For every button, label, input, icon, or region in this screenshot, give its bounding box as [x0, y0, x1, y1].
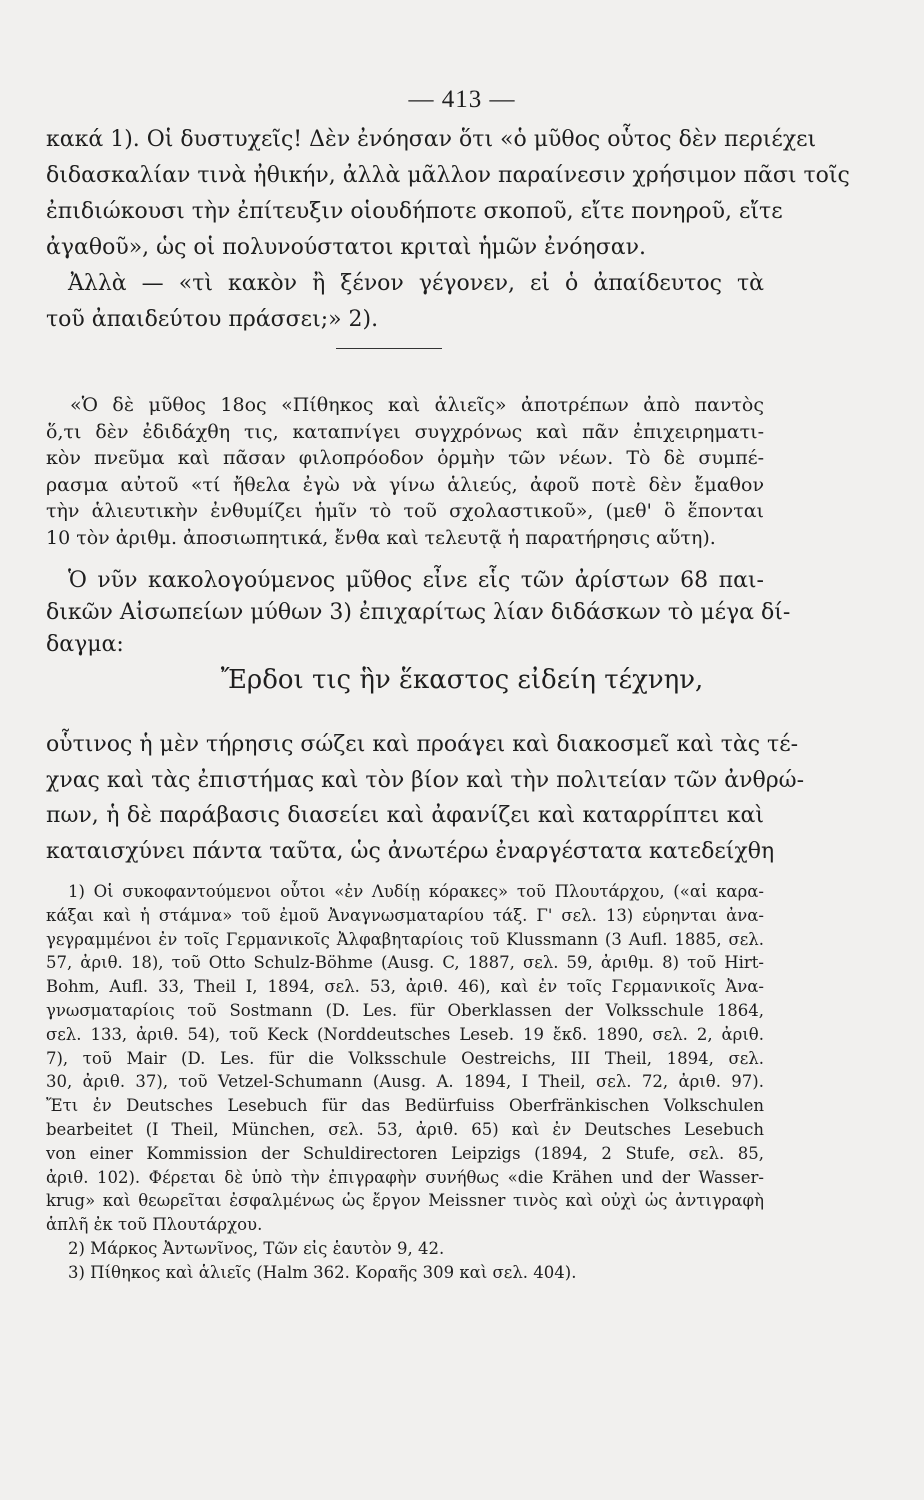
text-line: Ἀλλὰ — «τὶ κακὸν ἢ ξένον γέγονεν, εἰ ὁ ἀπαίδευτος τὰ	[68, 271, 764, 296]
footnote-line: σελ. 133, ἀριθ. 54), τοῦ Keck (Norddeutsches Leseb. 19 ἔκδ. 1890, σελ. 2, ἀριθ.	[46, 1024, 764, 1044]
footnote-line: 30, ἀριθ. 37), τοῦ Vetzel-Schumann (Ausg. A. 1894, I Theil, σελ. 72, ἀριθ. 97).	[46, 1072, 764, 1092]
text-line: ἐπιδιώκουσι τὴν ἐπίτευξιν οἱουδήποτε σκοποῦ, εἴτε πονηροῦ, εἴτε	[46, 199, 783, 224]
text-line: δαγμα:	[46, 632, 124, 657]
text-line: ρασμα αὐτοῦ «τί ἤθελα ἐγὼ νὰ γίνω ἁλιεύς, ἀφοῦ ποτὲ δὲν ἔμαθον	[46, 473, 764, 496]
footnote-line: Ἔτι ἐν Deutsches Lesebuch für das Bedürfuiss Oberfränkischen Volkschulen	[46, 1096, 764, 1116]
text-line: Ὁ νῦν κακολογούμενος μῦθος εἶνε εἷς τῶν ἀρίστων 68 παι-	[68, 568, 764, 593]
page-number: — 413 —	[408, 86, 516, 113]
footnote-line: von einer Kommission der Schuldirectoren Leipzigs (1894, 2 Stufe, σελ. 85,	[46, 1143, 764, 1163]
text-line: «Ὁ δὲ μῦθος 18ος «Πίθηκος καὶ ἁλιεῖς» ἀποτρέπων ἀπὸ παντὸς	[70, 394, 764, 416]
footnote-line: 3) Πίθηκος καὶ ἁλιεῖς (Halm 362. Κοραῆς 309 καὶ σελ. 404).	[68, 1262, 577, 1282]
text-line: δικῶν Αἰσωπείων μύθων 3) ἐπιχαρίτως λίαν διδάσκων τὸ μέγα δί-	[46, 600, 791, 625]
text-line: ὅ,τι δὲν ἐδιδάχθη τις, καταπνίγει συγχρόνως καὶ πᾶν ἐπιχειρηματι-	[46, 420, 764, 443]
footnote-line: Bohm, Aufl. 33, Theil I, 1894, σελ. 53, ἀριθ. 46), καὶ ἐν τοῖς Γερμανικοῖς Ἀνα-	[46, 977, 764, 997]
text-line: καταισχύνει πάντα ταῦτα, ὡς ἀνωτέρω ἐναργέστατα κατεδείχθη	[46, 838, 775, 864]
footnote-line: 57, ἀριθ. 18), τοῦ Otto Schulz-Böhme (Ausg. C, 1887, σελ. 59, ἀριθμ. 8) τοῦ Hirt-	[46, 953, 764, 973]
footnote-line: ἁπλῆ ἐκ τοῦ Πλουτάρχου.	[46, 1215, 263, 1235]
footnote-line: krug» καὶ θεωρεῖται ἐσφαλμένως ὡς ἔργον Meissner τινὸς καὶ οὐχὶ ὡς ἀντιγραφὴ	[46, 1191, 764, 1211]
quoted-paragraph	[46, 392, 764, 551]
text-line: ἀγαθοῦ», ὡς οἱ πολυνούστατοι κριταὶ ἡμῶν ἐνόησαν.	[46, 235, 646, 260]
main-paragraph-2	[46, 565, 791, 661]
text-line: χνας καὶ τὰς ἐπιστήμας καὶ τὸν βίον καὶ τὴν πολιτείαν τῶν ἀνθρώ-	[46, 767, 805, 793]
footnote-line: κάξαι καὶ ἡ στάμνα» τοῦ ἐμοῦ Ἀναγνωσματαρίου τάξ. Γ' σελ. 13) εὑρηνται ἀνα-	[46, 905, 764, 925]
text-line: κὸν πνεῦμα καὶ πᾶσαν φιλοπρόοδον ὁρμὴν τῶν νέων. Τὸ δὲ συμπέ-	[46, 447, 764, 469]
text-line: οὗτινος ἡ μὲν τήρησις σώζει καὶ προάγει καὶ διακοσμεῖ καὶ τὰς τέ-	[46, 732, 799, 757]
text-line: τὴν ἁλιευτικὴν ἐνθυμίζει ἡμῖν τὸ τοῦ σχολαστικοῦ», (μεθ' ὃ ἕπονται	[46, 500, 764, 522]
main-paragraph-3	[46, 727, 805, 869]
text-line: τοῦ ἀπαιδεύτου πράσσει;» 2).	[46, 307, 379, 332]
text-line: 10 τὸν ἀριθμ. ἀποσιωπητικά, ἔνθα καὶ τελευτᾷ ἡ παρατήρησις αὕτη).	[46, 526, 716, 549]
footnotes	[46, 880, 764, 1285]
text-line: διδασκαλίαν τινὰ ἠθικήν, ἀλλὰ μᾶλλον παραίνεσιν χρήσιμον πᾶσι τοῖς	[46, 163, 850, 188]
footnote-line: 2) Μάρκος Ἀντωνῖνος, Τῶν εἰς ἑαυτὸν 9, 42.	[68, 1238, 445, 1258]
text-line: κακά 1). Οἱ δυστυχεῖς! Δὲν ἐνόησαν ὅτι «ὁ μῦθος οὗτος δὲν περιέχει	[46, 127, 817, 152]
text-line: πων, ἡ δὲ παράβασις διασείει καὶ ἀφανίζει καὶ καταρρίπτει καὶ	[46, 803, 764, 828]
section-separator-rule	[336, 348, 442, 349]
footnote-line: 1) Οἱ συκοφαντούμενοι οὗτοι «ἐν Λυδίῃ κόρακες» τοῦ Πλουτάρχου, («αἱ καρα-	[68, 882, 764, 901]
footnote-line: ἀριθ. 102). Φέρεται δὲ ὑπὸ τὴν ἐπιγραφὴν συνήθως «die Krähen und der Wasser-	[46, 1167, 764, 1187]
main-paragraph-1	[46, 122, 850, 338]
footnote-line: γνωσματαρίοις τοῦ Sostmann (D. Les. für Oberklassen der Volksschule 1864,	[46, 1000, 764, 1020]
footnote-line: γεγραμμένοι ἐν τοῖς Γερμανικοῖς Ἀλφαβηταρίοις τοῦ Klussmann (3 Aufl. 1885, σελ.	[46, 929, 764, 949]
footnote-line: 7), τοῦ Mair (D. Les. für die Volksschule Oestreichs, III Theil, 1894, σελ.	[46, 1048, 764, 1068]
verse-quotation: Ἔρδοι τις ἣν ἕκαστος εἰδείη τέχνην,	[220, 665, 704, 695]
footnote-line: bearbeitet (I Theil, München, σελ. 53, ἀριθ. 65) καὶ ἐν Deutsches Lesebuch	[46, 1119, 764, 1139]
